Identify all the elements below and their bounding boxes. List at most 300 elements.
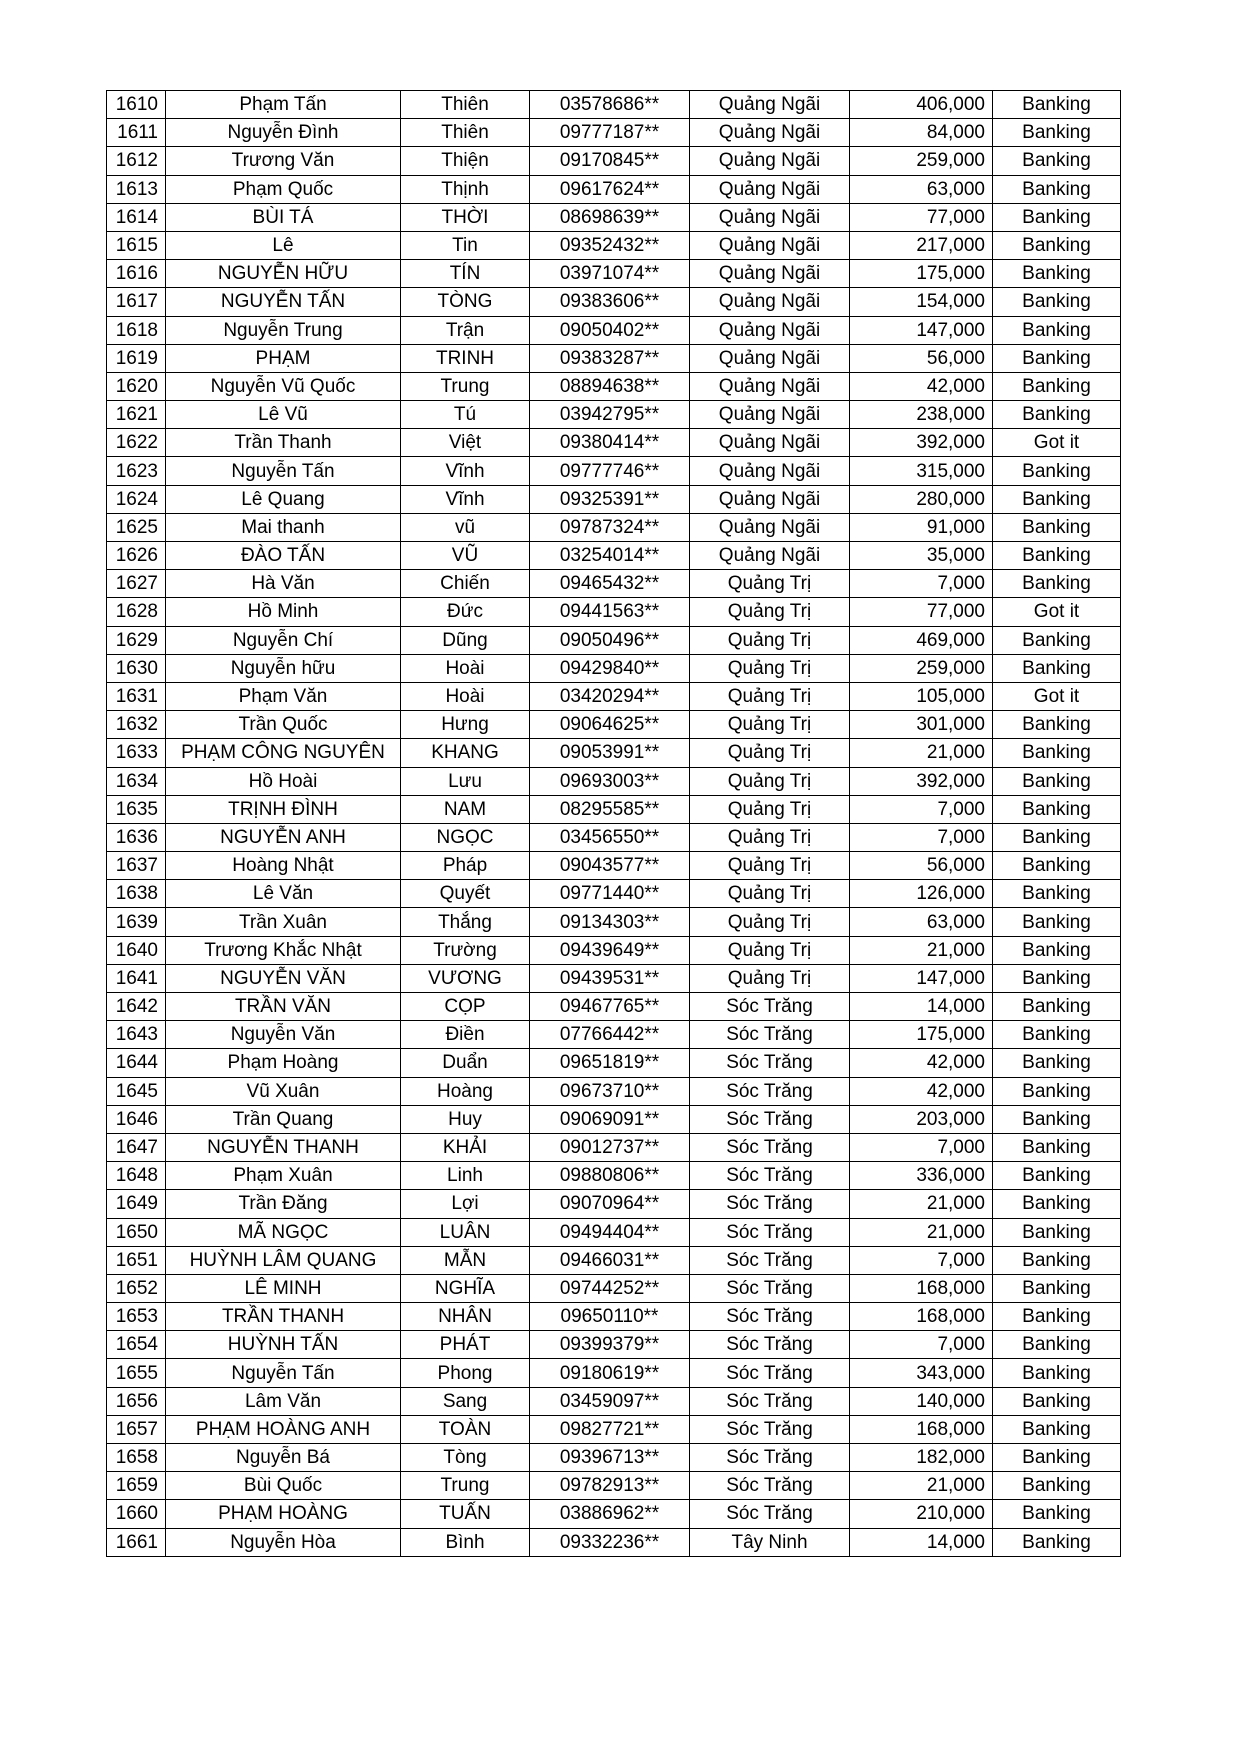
payment-method-cell: Banking <box>993 1162 1121 1190</box>
province-cell: Sóc Trăng <box>690 993 850 1021</box>
payment-method-cell: Banking <box>993 401 1121 429</box>
first-name-cell: Thiện <box>401 147 530 175</box>
first-name-cell: Lưu <box>401 767 530 795</box>
first-name-cell: KHẢI <box>401 1133 530 1161</box>
table-row <box>107 513 1121 541</box>
payment-method-cell: Banking <box>993 739 1121 767</box>
payment-method-cell: Banking <box>993 1077 1121 1105</box>
row-number-cell: 1610 <box>107 91 166 119</box>
phone-number-cell: 08698639** <box>530 203 690 231</box>
province-cell: Quảng Ngãi <box>690 485 850 513</box>
phone-number-cell: 09693003** <box>530 767 690 795</box>
last-middle-name-cell: Nguyễn Chí <box>166 626 401 654</box>
amount-cell: 175,000 <box>850 1021 993 1049</box>
province-cell: Quảng Ngãi <box>690 372 850 400</box>
payment-method-cell: Banking <box>993 795 1121 823</box>
first-name-cell: vũ <box>401 513 530 541</box>
payment-method-cell: Banking <box>993 1359 1121 1387</box>
last-middle-name-cell: LÊ MINH <box>166 1274 401 1302</box>
last-middle-name-cell: Trần Đăng <box>166 1190 401 1218</box>
winners-table <box>106 90 1121 1557</box>
row-number-cell: 1661 <box>107 1528 166 1556</box>
row-number-cell: 1644 <box>107 1049 166 1077</box>
payment-method-cell: Banking <box>993 231 1121 259</box>
province-cell: Quảng Ngãi <box>690 203 850 231</box>
last-middle-name-cell: Hoàng Nhật <box>166 852 401 880</box>
last-middle-name-cell: Lê Văn <box>166 880 401 908</box>
table-row <box>107 1359 1121 1387</box>
payment-method-cell: Banking <box>993 372 1121 400</box>
row-number-cell: 1650 <box>107 1218 166 1246</box>
amount-cell: 84,000 <box>850 119 993 147</box>
amount-cell: 35,000 <box>850 542 993 570</box>
table-row <box>107 1105 1121 1133</box>
amount-cell: 168,000 <box>850 1415 993 1443</box>
last-middle-name-cell: MÃ NGỌC <box>166 1218 401 1246</box>
province-cell: Quảng Trị <box>690 570 850 598</box>
phone-number-cell: 03971074** <box>530 260 690 288</box>
table-row <box>107 598 1121 626</box>
first-name-cell: Tin <box>401 231 530 259</box>
table-row <box>107 203 1121 231</box>
table-row <box>107 401 1121 429</box>
last-middle-name-cell: Trần Xuân <box>166 908 401 936</box>
payment-method-cell: Banking <box>993 1528 1121 1556</box>
phone-number-cell: 09069091** <box>530 1105 690 1133</box>
last-middle-name-cell: Phạm Quốc <box>166 175 401 203</box>
row-number-cell: 1630 <box>107 654 166 682</box>
phone-number-cell: 09053991** <box>530 739 690 767</box>
province-cell: Sóc Trăng <box>690 1472 850 1500</box>
row-number-cell: 1646 <box>107 1105 166 1133</box>
payment-method-cell: Banking <box>993 485 1121 513</box>
table-row <box>107 1133 1121 1161</box>
amount-cell: 259,000 <box>850 147 993 175</box>
table-row <box>107 542 1121 570</box>
table-row <box>107 147 1121 175</box>
payment-method-cell: Banking <box>993 1472 1121 1500</box>
payment-method-cell: Banking <box>993 91 1121 119</box>
first-name-cell: VƯƠNG <box>401 964 530 992</box>
first-name-cell: Đức <box>401 598 530 626</box>
last-middle-name-cell: Trương Văn <box>166 147 401 175</box>
phone-number-cell: 09439531** <box>530 964 690 992</box>
first-name-cell: Pháp <box>401 852 530 880</box>
province-cell: Quảng Trị <box>690 739 850 767</box>
last-middle-name-cell: Nguyễn Trung <box>166 316 401 344</box>
row-number-cell: 1633 <box>107 739 166 767</box>
first-name-cell: THỜI <box>401 203 530 231</box>
province-cell: Quảng Trị <box>690 880 850 908</box>
amount-cell: 77,000 <box>850 598 993 626</box>
row-number-cell: 1617 <box>107 288 166 316</box>
amount-cell: 238,000 <box>850 401 993 429</box>
first-name-cell: Vĩnh <box>401 485 530 513</box>
amount-cell: 126,000 <box>850 880 993 908</box>
payment-method-cell: Banking <box>993 1049 1121 1077</box>
row-number-cell: 1618 <box>107 316 166 344</box>
amount-cell: 105,000 <box>850 682 993 710</box>
table-row <box>107 1331 1121 1359</box>
amount-cell: 21,000 <box>850 1218 993 1246</box>
payment-method-cell: Got it <box>993 429 1121 457</box>
last-middle-name-cell: Hồ Hoài <box>166 767 401 795</box>
first-name-cell: Hưng <box>401 711 530 739</box>
row-number-cell: 1652 <box>107 1274 166 1302</box>
row-number-cell: 1637 <box>107 852 166 880</box>
phone-number-cell: 09673710** <box>530 1077 690 1105</box>
table-row <box>107 1190 1121 1218</box>
last-middle-name-cell: Phạm Văn <box>166 682 401 710</box>
last-middle-name-cell: Nguyễn Vũ Quốc <box>166 372 401 400</box>
amount-cell: 7,000 <box>850 570 993 598</box>
first-name-cell: Tú <box>401 401 530 429</box>
first-name-cell: Linh <box>401 1162 530 1190</box>
phone-number-cell: 09650110** <box>530 1303 690 1331</box>
last-middle-name-cell: HUỲNH LÂM QUANG <box>166 1246 401 1274</box>
province-cell: Quảng Trị <box>690 964 850 992</box>
first-name-cell: Phong <box>401 1359 530 1387</box>
province-cell: Quảng Ngãi <box>690 513 850 541</box>
row-number-cell: 1611 <box>107 119 166 147</box>
phone-number-cell: 09043577** <box>530 852 690 880</box>
table-row <box>107 457 1121 485</box>
table-row <box>107 852 1121 880</box>
amount-cell: 217,000 <box>850 231 993 259</box>
amount-cell: 210,000 <box>850 1500 993 1528</box>
first-name-cell: Thiên <box>401 91 530 119</box>
payment-method-cell: Banking <box>993 1444 1121 1472</box>
amount-cell: 343,000 <box>850 1359 993 1387</box>
payment-method-cell: Banking <box>993 1415 1121 1443</box>
amount-cell: 301,000 <box>850 711 993 739</box>
row-number-cell: 1655 <box>107 1359 166 1387</box>
payment-method-cell: Banking <box>993 1246 1121 1274</box>
row-number-cell: 1613 <box>107 175 166 203</box>
amount-cell: 7,000 <box>850 795 993 823</box>
province-cell: Quảng Trị <box>690 654 850 682</box>
payment-method-cell: Banking <box>993 344 1121 372</box>
last-middle-name-cell: Hà Văn <box>166 570 401 598</box>
province-cell: Quảng Trị <box>690 936 850 964</box>
last-middle-name-cell: TRẦN THANH <box>166 1303 401 1331</box>
last-middle-name-cell: TRẦN VĂN <box>166 993 401 1021</box>
phone-number-cell: 03886962** <box>530 1500 690 1528</box>
amount-cell: 140,000 <box>850 1387 993 1415</box>
phone-number-cell: 03420294** <box>530 682 690 710</box>
phone-number-cell: 07766442** <box>530 1021 690 1049</box>
last-middle-name-cell: Phạm Xuân <box>166 1162 401 1190</box>
row-number-cell: 1628 <box>107 598 166 626</box>
amount-cell: 154,000 <box>850 288 993 316</box>
last-middle-name-cell: Trần Quang <box>166 1105 401 1133</box>
phone-number-cell: 09383606** <box>530 288 690 316</box>
phone-number-cell: 09012737** <box>530 1133 690 1161</box>
province-cell: Quảng Trị <box>690 852 850 880</box>
row-number-cell: 1623 <box>107 457 166 485</box>
payment-method-cell: Got it <box>993 682 1121 710</box>
table-row <box>107 288 1121 316</box>
amount-cell: 336,000 <box>850 1162 993 1190</box>
row-number-cell: 1654 <box>107 1331 166 1359</box>
payment-method-cell: Banking <box>993 570 1121 598</box>
last-middle-name-cell: Nguyễn hữu <box>166 654 401 682</box>
row-number-cell: 1636 <box>107 823 166 851</box>
amount-cell: 392,000 <box>850 767 993 795</box>
table-row <box>107 1415 1121 1443</box>
phone-number-cell: 09134303** <box>530 908 690 936</box>
row-number-cell: 1645 <box>107 1077 166 1105</box>
last-middle-name-cell: Nguyễn Hòa <box>166 1528 401 1556</box>
first-name-cell: Việt <box>401 429 530 457</box>
payment-method-cell: Banking <box>993 513 1121 541</box>
province-cell: Tây Ninh <box>690 1528 850 1556</box>
phone-number-cell: 09651819** <box>530 1049 690 1077</box>
row-number-cell: 1649 <box>107 1190 166 1218</box>
table-row <box>107 1246 1121 1274</box>
last-middle-name-cell: Lâm Văn <box>166 1387 401 1415</box>
phone-number-cell: 09070964** <box>530 1190 690 1218</box>
first-name-cell: PHÁT <box>401 1331 530 1359</box>
table-row <box>107 993 1121 1021</box>
payment-method-cell: Banking <box>993 1387 1121 1415</box>
last-middle-name-cell: PHẠM CÔNG NGUYÊN <box>166 739 401 767</box>
amount-cell: 63,000 <box>850 175 993 203</box>
table-row <box>107 344 1121 372</box>
payment-method-cell: Banking <box>993 175 1121 203</box>
row-number-cell: 1658 <box>107 1444 166 1472</box>
amount-cell: 203,000 <box>850 1105 993 1133</box>
province-cell: Quảng Ngãi <box>690 401 850 429</box>
payment-method-cell: Banking <box>993 711 1121 739</box>
last-middle-name-cell: Trần Thanh <box>166 429 401 457</box>
phone-number-cell: 03578686** <box>530 91 690 119</box>
table-row <box>107 823 1121 851</box>
table-row <box>107 1387 1121 1415</box>
table-body <box>107 91 1121 1557</box>
row-number-cell: 1648 <box>107 1162 166 1190</box>
last-middle-name-cell: NGUYỄN THANH <box>166 1133 401 1161</box>
payment-method-cell: Banking <box>993 1218 1121 1246</box>
province-cell: Quảng Ngãi <box>690 91 850 119</box>
province-cell: Sóc Trăng <box>690 1218 850 1246</box>
phone-number-cell: 09050402** <box>530 316 690 344</box>
row-number-cell: 1653 <box>107 1303 166 1331</box>
payment-method-cell: Banking <box>993 1190 1121 1218</box>
last-middle-name-cell: PHẠM HOÀNG ANH <box>166 1415 401 1443</box>
table-row <box>107 626 1121 654</box>
payment-method-cell: Banking <box>993 1500 1121 1528</box>
province-cell: Sóc Trăng <box>690 1162 850 1190</box>
last-middle-name-cell: Vũ Xuân <box>166 1077 401 1105</box>
payment-method-cell: Banking <box>993 1133 1121 1161</box>
province-cell: Quảng Ngãi <box>690 316 850 344</box>
first-name-cell: LUÂN <box>401 1218 530 1246</box>
payment-method-cell: Banking <box>993 908 1121 936</box>
payment-method-cell: Banking <box>993 457 1121 485</box>
province-cell: Quảng Ngãi <box>690 344 850 372</box>
phone-number-cell: 09782913** <box>530 1472 690 1500</box>
amount-cell: 182,000 <box>850 1444 993 1472</box>
row-number-cell: 1639 <box>107 908 166 936</box>
table-row <box>107 1049 1121 1077</box>
province-cell: Quảng Trị <box>690 682 850 710</box>
province-cell: Quảng Trị <box>690 795 850 823</box>
amount-cell: 469,000 <box>850 626 993 654</box>
province-cell: Quảng Trị <box>690 767 850 795</box>
last-middle-name-cell: Phạm Hoàng <box>166 1049 401 1077</box>
row-number-cell: 1640 <box>107 936 166 964</box>
phone-number-cell: 09617624** <box>530 175 690 203</box>
province-cell: Quảng Ngãi <box>690 542 850 570</box>
amount-cell: 175,000 <box>850 260 993 288</box>
row-number-cell: 1635 <box>107 795 166 823</box>
first-name-cell: Quyết <box>401 880 530 908</box>
province-cell: Quảng Trị <box>690 598 850 626</box>
first-name-cell: Duẩn <box>401 1049 530 1077</box>
phone-number-cell: 08295585** <box>530 795 690 823</box>
amount-cell: 42,000 <box>850 372 993 400</box>
first-name-cell: Thịnh <box>401 175 530 203</box>
phone-number-cell: 09494404** <box>530 1218 690 1246</box>
last-middle-name-cell: Hồ Minh <box>166 598 401 626</box>
row-number-cell: 1638 <box>107 880 166 908</box>
first-name-cell: Chiến <box>401 570 530 598</box>
table-row <box>107 570 1121 598</box>
last-middle-name-cell: Trương Khắc Nhật <box>166 936 401 964</box>
first-name-cell: Trường <box>401 936 530 964</box>
table-row <box>107 260 1121 288</box>
last-middle-name-cell: PHẠM HOÀNG <box>166 1500 401 1528</box>
amount-cell: 147,000 <box>850 316 993 344</box>
phone-number-cell: 09429840** <box>530 654 690 682</box>
first-name-cell: TOÀN <box>401 1415 530 1443</box>
province-cell: Quảng Ngãi <box>690 288 850 316</box>
phone-number-cell: 09827721** <box>530 1415 690 1443</box>
row-number-cell: 1657 <box>107 1415 166 1443</box>
table-row <box>107 1444 1121 1472</box>
table-row <box>107 936 1121 964</box>
last-middle-name-cell: Lê Vũ <box>166 401 401 429</box>
last-middle-name-cell: NGUYỄN TẤN <box>166 288 401 316</box>
payment-method-cell: Banking <box>993 880 1121 908</box>
province-cell: Sóc Trăng <box>690 1246 850 1274</box>
first-name-cell: KHANG <box>401 739 530 767</box>
province-cell: Quảng Ngãi <box>690 429 850 457</box>
amount-cell: 21,000 <box>850 739 993 767</box>
first-name-cell: Thiên <box>401 119 530 147</box>
amount-cell: 7,000 <box>850 823 993 851</box>
first-name-cell: Huy <box>401 1105 530 1133</box>
table-row <box>107 316 1121 344</box>
last-middle-name-cell: Nguyễn Đình <box>166 119 401 147</box>
province-cell: Quảng Trị <box>690 823 850 851</box>
phone-number-cell: 09170845** <box>530 147 690 175</box>
phone-number-cell: 09465432** <box>530 570 690 598</box>
amount-cell: 21,000 <box>850 1472 993 1500</box>
payment-method-cell: Banking <box>993 964 1121 992</box>
last-middle-name-cell: PHẠM <box>166 344 401 372</box>
last-middle-name-cell: Lê Quang <box>166 485 401 513</box>
payment-method-cell: Banking <box>993 993 1121 1021</box>
payment-method-cell: Banking <box>993 823 1121 851</box>
province-cell: Quảng Trị <box>690 908 850 936</box>
payment-method-cell: Got it <box>993 598 1121 626</box>
province-cell: Quảng Ngãi <box>690 119 850 147</box>
last-middle-name-cell: Trần Quốc <box>166 711 401 739</box>
phone-number-cell: 09787324** <box>530 513 690 541</box>
payment-method-cell: Banking <box>993 147 1121 175</box>
payment-method-cell: Banking <box>993 936 1121 964</box>
row-number-cell: 1642 <box>107 993 166 1021</box>
payment-method-cell: Banking <box>993 654 1121 682</box>
first-name-cell: Hoàng <box>401 1077 530 1105</box>
province-cell: Quảng Ngãi <box>690 231 850 259</box>
row-number-cell: 1634 <box>107 767 166 795</box>
amount-cell: 280,000 <box>850 485 993 513</box>
phone-number-cell: 09352432** <box>530 231 690 259</box>
province-cell: Sóc Trăng <box>690 1274 850 1302</box>
payment-method-cell: Banking <box>993 767 1121 795</box>
first-name-cell: Trung <box>401 372 530 400</box>
amount-cell: 147,000 <box>850 964 993 992</box>
amount-cell: 7,000 <box>850 1331 993 1359</box>
last-middle-name-cell: Nguyễn Bá <box>166 1444 401 1472</box>
table-row <box>107 1500 1121 1528</box>
table-row <box>107 1021 1121 1049</box>
first-name-cell: Điền <box>401 1021 530 1049</box>
row-number-cell: 1626 <box>107 542 166 570</box>
first-name-cell: Vĩnh <box>401 457 530 485</box>
row-number-cell: 1619 <box>107 344 166 372</box>
phone-number-cell: 08894638** <box>530 372 690 400</box>
table-row <box>107 767 1121 795</box>
table-row <box>107 91 1121 119</box>
first-name-cell: NAM <box>401 795 530 823</box>
phone-number-cell: 09771440** <box>530 880 690 908</box>
amount-cell: 168,000 <box>850 1303 993 1331</box>
phone-number-cell: 09064625** <box>530 711 690 739</box>
phone-number-cell: 09050496** <box>530 626 690 654</box>
row-number-cell: 1625 <box>107 513 166 541</box>
last-middle-name-cell: TRỊNH ĐÌNH <box>166 795 401 823</box>
first-name-cell: Sang <box>401 1387 530 1415</box>
phone-number-cell: 09332236** <box>530 1528 690 1556</box>
row-number-cell: 1627 <box>107 570 166 598</box>
payment-method-cell: Banking <box>993 626 1121 654</box>
table-row <box>107 739 1121 767</box>
table-row <box>107 654 1121 682</box>
province-cell: Quảng Ngãi <box>690 457 850 485</box>
first-name-cell: TÒNG <box>401 288 530 316</box>
row-number-cell: 1612 <box>107 147 166 175</box>
first-name-cell: NHÂN <box>401 1303 530 1331</box>
province-cell: Quảng Ngãi <box>690 260 850 288</box>
province-cell: Quảng Ngãi <box>690 147 850 175</box>
first-name-cell: TÍN <box>401 260 530 288</box>
first-name-cell: Dũng <box>401 626 530 654</box>
payment-method-cell: Banking <box>993 1274 1121 1302</box>
last-middle-name-cell: Phạm Tấn <box>166 91 401 119</box>
last-middle-name-cell: Nguyễn Tấn <box>166 1359 401 1387</box>
table-row <box>107 1077 1121 1105</box>
payment-method-cell: Banking <box>993 1105 1121 1133</box>
last-middle-name-cell: Nguyễn Tấn <box>166 457 401 485</box>
amount-cell: 77,000 <box>850 203 993 231</box>
payment-method-cell: Banking <box>993 1331 1121 1359</box>
last-middle-name-cell: Bùi Quốc <box>166 1472 401 1500</box>
row-number-cell: 1631 <box>107 682 166 710</box>
